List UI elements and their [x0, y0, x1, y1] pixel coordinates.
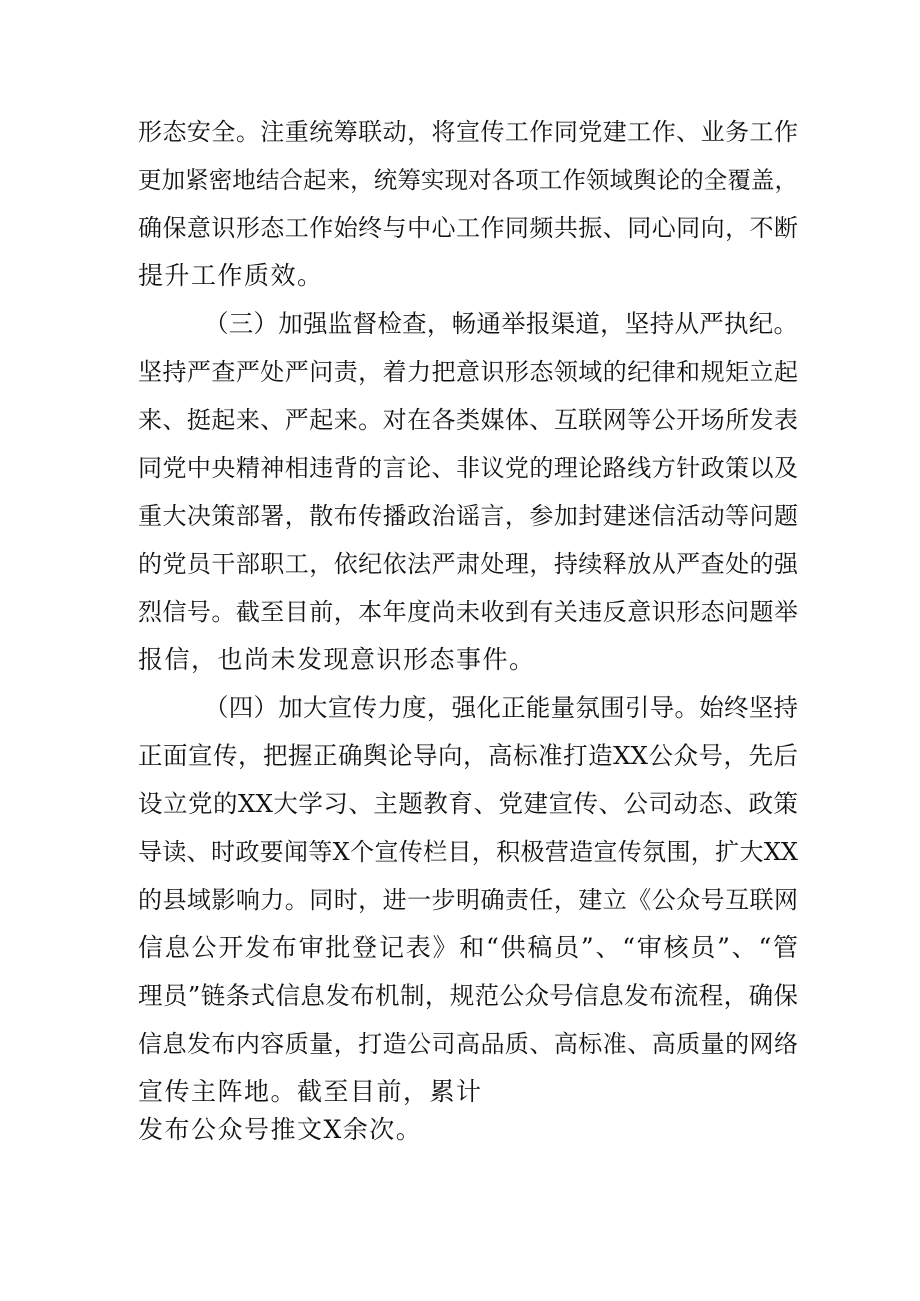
body-line-9: 重大决策部署，散布传播政治谣言，参加封建迷信活动等问题	[138, 502, 798, 530]
body-line-21: 宣传主阵地。截至目前，累计	[138, 1077, 483, 1106]
body-line-6: 坚持严查严处严问责，着力把意识形态领域的纪律和规矩立起	[138, 358, 798, 386]
body-line-15: 设立党的XX大学习、主题教育、党建宣传、公司动态、政策	[138, 789, 798, 818]
section-heading-4: （四）加大宣传力度，强化正能量氛围引导。始终坚持	[204, 693, 798, 722]
body-line-16: 导读、时政要闻等X个宣传栏目，积极营造宣传氛围，扩大XX	[138, 838, 798, 866]
body-line-17: 的县域影响力。同时，进一步明确责任，建立《公众号互联网	[138, 886, 798, 914]
body-line-3: 确保意识形态工作始终与中心工作同频共振、同心同向，不断	[138, 214, 798, 242]
body-line-7: 来、挺起来、严起来。对在各类媒体、互联网等公开场所发表	[138, 406, 798, 434]
body-line-2: 更加紧密地结合起来，统筹实现对各项工作领域舆论的全覆盖，	[138, 166, 798, 194]
section-heading-3: （三）加强监督检查，畅通举报渠道，坚持从严执纪。	[204, 309, 798, 338]
body-line-4: 提升工作质效。	[138, 261, 324, 290]
body-line-18: 信息公开发布审批登记表》和“供稿员”、“审核员”、“管	[138, 933, 798, 962]
body-line-1: 形态安全。注重统筹联动，将宣传工作同党建工作、业务工作	[138, 118, 798, 146]
body-line-22: 发布公众号推文X余次。	[138, 1115, 423, 1144]
body-line-12: 报信，也尚未发现意识形态事件。	[138, 645, 536, 674]
body-line-8: 同党中央精神相违背的言论、非议党的理论路线方针政策以及	[138, 454, 798, 482]
body-line-11: 烈信号。截至目前，本年度尚未收到有关违反意识形态问题举	[138, 598, 798, 626]
body-line-20: 信息发布内容质量，打造公司高品质、高标准、高质量的网络	[138, 1030, 798, 1058]
body-line-10: 的党员干部职工，依纪依法严肃处理，持续释放从严查处的强	[138, 550, 798, 578]
body-line-14: 正面宣传，把握正确舆论导向，高标准打造XX公众号，先后	[138, 741, 798, 770]
body-line-19: 理员”链条式信息发布机制，规范公众号信息发布流程，确保	[138, 981, 798, 1010]
